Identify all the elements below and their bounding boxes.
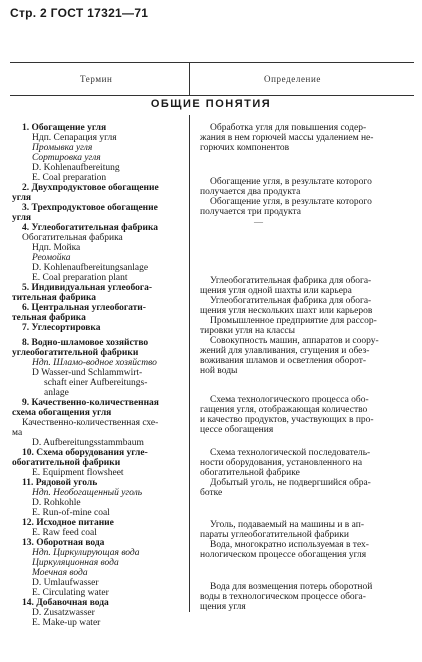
column-header-definition: Определение: [264, 74, 321, 84]
definition-11: ботке: [200, 488, 223, 498]
definition-11: Добытый уголь, не подвергшийся обра-: [210, 478, 371, 488]
definition-10: ности оборудования, установленного на: [200, 458, 363, 468]
term-9-title: 9. Качественно-количественная: [22, 398, 159, 408]
definition-7: тировки угля на классы: [200, 326, 296, 336]
term-8-title: углеобогатительной фабрики: [12, 348, 139, 358]
definition-13: нологическом процессе обогащения угля: [200, 550, 367, 560]
definition-6: щения угля нескольких шахт или карьеров: [200, 306, 373, 316]
definition-8: воживания шламов и осветления оборот-: [200, 356, 367, 366]
term-10-title: 10. Схема оборудования угле-: [22, 448, 148, 458]
term-1-synonym: Промывка угля: [32, 143, 93, 153]
definition-9: цессе обогащения: [200, 425, 274, 435]
term-13-synonym: Моечная вода: [32, 568, 88, 578]
term-10-title: обогатительной фабрики: [12, 458, 121, 468]
term-11-title: 11. Рядовой уголь: [22, 478, 98, 488]
column-header-term: Термин: [80, 74, 113, 84]
definition-6: Углеобогатительная фабрика для обога-: [210, 296, 372, 306]
term-3-title: угля: [12, 213, 32, 223]
definition-1: горючих компонентов: [200, 143, 290, 153]
table-header-rule: [10, 95, 414, 96]
term-8-title: 8. Водно-шламовое хозяйство: [22, 338, 149, 348]
definition-14: Вода для возмещения потерь оборотной: [210, 582, 373, 592]
definition-9: Схема технологического процесса обо-: [210, 395, 369, 405]
term-11-english: E. Run-of-mine coal: [32, 508, 110, 518]
term-9-german: D. Aufbereitungsstammbaum: [32, 438, 144, 448]
definition-12: параты углеобогатительной фабрики: [200, 530, 349, 540]
definition-1: жания в нем горючей массы удалением не-: [200, 133, 374, 143]
page-header: Стр. 2 ГОСТ 17321—71: [10, 6, 149, 20]
definition-13: Вода, многократно используемая в тех-: [210, 540, 369, 550]
term-9-title: схема обогащения угля: [12, 408, 112, 418]
term-6-title: 6. Центральная углеобогати-: [22, 303, 146, 313]
column-divider-body: [189, 115, 190, 612]
term-3-title: 3. Трехпродуктовое обогащение: [22, 203, 158, 213]
term-14-title: 14. Добавочная вода: [22, 598, 109, 608]
term-1-synonym: Ндп. Сепарация угля: [32, 133, 117, 143]
term-4-german: D. Kohlenaufbereitungsanlage: [32, 263, 149, 273]
term-1-title: 1. Обогащение угля: [22, 123, 107, 133]
definition-10: Схема технологической последователь-: [210, 448, 371, 458]
term-12-title: 12. Исходное питание: [22, 518, 114, 528]
definition-9: и качество продуктов, участвующих в про-: [200, 415, 374, 425]
term-2-title: угля: [12, 193, 32, 203]
definition-2: получается два продукта: [200, 187, 301, 197]
definition-5: щения угля одной шахты или карьера: [200, 286, 352, 296]
term-7-title: 7. Углесортировка: [22, 323, 101, 333]
term-9-synonym: Качественно-количественная схе-: [22, 418, 159, 428]
term-10-english: E. Equipment flowsheet: [32, 468, 124, 478]
definition-12: Уголь, подаваемый на машины и в ап-: [210, 520, 364, 530]
term-4-english: E. Coal preparation plant: [32, 273, 128, 283]
term-5-title: 5. Индивидуальная углеобога-: [22, 283, 153, 293]
term-4-synonym: Обогатительная фабрика: [22, 233, 123, 243]
definition-10: обогатительной фабрике: [200, 468, 300, 478]
term-1-german: D. Kohlenaufbereitung: [32, 163, 120, 173]
term-6-title: тельная фабрика: [12, 313, 86, 323]
term-4-title: 4. Углеобогатительная фабрика: [22, 223, 159, 233]
term-12-english: E. Raw feed coal: [32, 528, 97, 538]
definition-8: Совокупность машин, аппаратов и соору-: [210, 336, 379, 346]
term-1-english: E. Coal preparation: [32, 173, 107, 183]
term-14-german: D. Zusatzwasser: [32, 608, 95, 618]
term-13-synonym: Ндп. Циркулирующая вода: [32, 548, 140, 558]
term-4-synonym: Реомойка: [32, 253, 71, 263]
term-14-english: E. Make-up water: [32, 618, 101, 628]
term-9-synonym: ма: [12, 428, 23, 438]
definition-9: гащения угля, отображающая количество: [200, 405, 368, 415]
term-5-title: тительная фабрика: [12, 293, 97, 303]
table-top-rule: [10, 62, 414, 63]
term-13-english: E. Circulating water: [32, 588, 109, 598]
term-8-german: anlage: [44, 388, 69, 398]
definition-3: получается три продукта: [200, 207, 301, 217]
term-13-title: 13. Оборотная вода: [22, 538, 105, 548]
dash-mark: —: [254, 217, 263, 227]
term-11-synonym: Ндп. Необогащенный уголь: [32, 488, 143, 498]
definition-3: Обогащение угля, в результате которого: [210, 197, 372, 207]
term-8-synonym: Ндп. Шламо-водное хозяйство: [32, 358, 157, 368]
column-divider-header: [189, 62, 190, 95]
definition-8: жений для улавливания, сгущения и обез-: [200, 346, 370, 356]
definition-5: Углеобогатительная фабрика для обога-: [210, 276, 372, 286]
term-2-title: 2. Двухпродуктовое обогащение: [22, 183, 159, 193]
section-title: ОБЩИЕ ПОНЯТИЯ: [150, 98, 272, 110]
definition-2: Обогащение угля, в результате которого: [210, 177, 372, 187]
term-11-german: D. Rohkohle: [32, 498, 81, 508]
definition-14: щения угля: [200, 602, 246, 612]
term-13-german: D. Umlaufwasser: [32, 578, 99, 588]
term-8-german: D Wasser-und Schlammwirt-: [32, 368, 143, 378]
definition-14: воды в технологическом процессе обога-: [200, 592, 366, 602]
definition-7: Промышленное предприятие для рассор-: [210, 316, 377, 326]
definition-8: ной воды: [200, 366, 238, 376]
term-8-german: schaft einer Aufbereitungs-: [44, 378, 148, 388]
term-13-synonym: Циркуляционная вода: [32, 558, 119, 568]
term-1-synonym: Сортировка угля: [32, 153, 101, 163]
term-4-synonym: Ндп. Мойка: [32, 243, 81, 253]
definition-1: Обработка угля для повышения содер-: [210, 123, 367, 133]
